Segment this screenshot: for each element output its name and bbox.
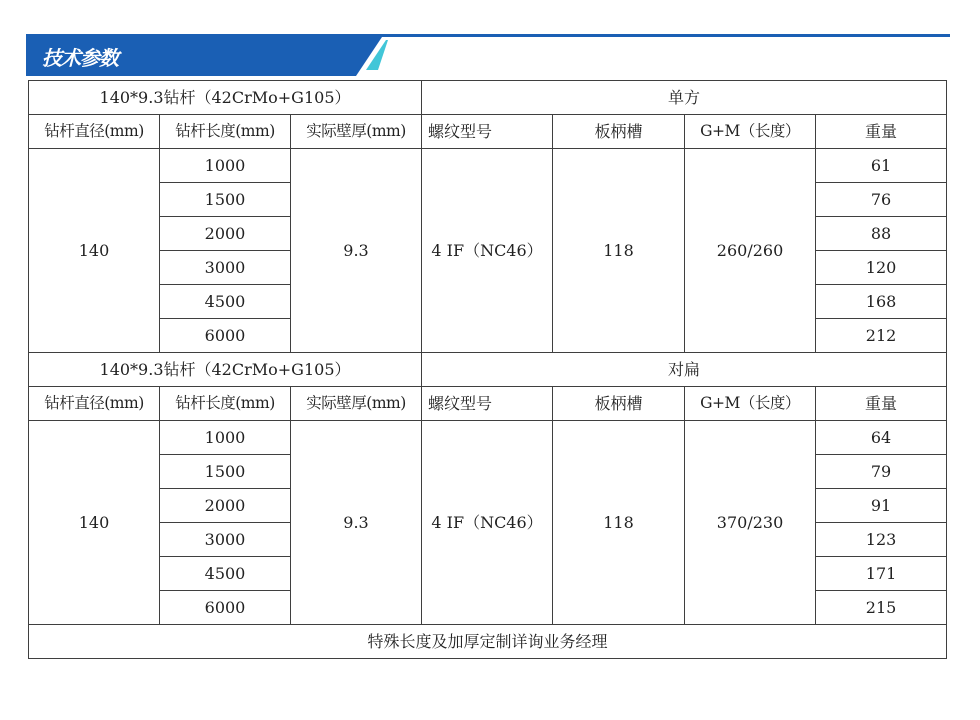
col-length-header: 钻杆长度(mm)	[160, 387, 291, 421]
col-weight-header: 重量	[816, 115, 947, 149]
col-slot-header: 板柄槽	[553, 115, 685, 149]
page-title: 技术参数	[42, 46, 118, 70]
product-name: 140*9.3钻杆（42CrMo+G105）	[29, 81, 422, 115]
col-diameter-header: 钻杆直径(mm)	[29, 115, 160, 149]
diameter-cell: 140	[29, 149, 160, 353]
section-header	[26, 34, 950, 78]
product-type: 单方	[422, 81, 947, 115]
col-wall-header: 实际壁厚(mm)	[291, 115, 422, 149]
spec-table	[28, 80, 947, 659]
footer-note: 特殊长度及加厚定制详询业务经理	[29, 625, 947, 659]
weight-cell: 212	[816, 319, 947, 353]
col-thread-header: 螺纹型号	[422, 387, 553, 421]
col-length-header: 钻杆长度(mm)	[160, 115, 291, 149]
slot-cell: 118	[553, 421, 685, 625]
col-gm-header: G+M（长度）	[685, 387, 816, 421]
slot-cell: 118	[553, 149, 685, 353]
length-cell: 4500	[160, 557, 291, 591]
length-cell: 2000	[160, 217, 291, 251]
weight-cell: 61	[816, 149, 947, 183]
weight-cell: 88	[816, 217, 947, 251]
weight-cell: 171	[816, 557, 947, 591]
weight-cell: 64	[816, 421, 947, 455]
section-title-row	[29, 353, 947, 387]
column-header-row	[29, 115, 947, 149]
thread-cell: 4 IF（NC46）	[422, 421, 553, 625]
weight-cell: 76	[816, 183, 947, 217]
weight-cell: 215	[816, 591, 947, 625]
header-banner-shape	[26, 34, 950, 78]
length-cell: 3000	[160, 251, 291, 285]
length-cell: 2000	[160, 489, 291, 523]
table-row	[29, 421, 947, 455]
weight-cell: 79	[816, 455, 947, 489]
length-cell: 1500	[160, 183, 291, 217]
gm-cell: 370/230	[685, 421, 816, 625]
col-thread-header: 螺纹型号	[422, 115, 553, 149]
col-slot-header: 板柄槽	[553, 387, 685, 421]
length-cell: 1500	[160, 455, 291, 489]
product-name: 140*9.3钻杆（42CrMo+G105）	[29, 353, 422, 387]
table-row	[29, 149, 947, 183]
length-cell: 1000	[160, 149, 291, 183]
wall-cell: 9.3	[291, 421, 422, 625]
weight-cell: 168	[816, 285, 947, 319]
column-header-row	[29, 387, 947, 421]
length-cell: 3000	[160, 523, 291, 557]
weight-cell: 123	[816, 523, 947, 557]
wall-cell: 9.3	[291, 149, 422, 353]
col-weight-header: 重量	[816, 387, 947, 421]
col-gm-header: G+M（长度）	[685, 115, 816, 149]
footer-row	[29, 625, 947, 659]
diameter-cell: 140	[29, 421, 160, 625]
product-type: 对扁	[422, 353, 947, 387]
length-cell: 6000	[160, 591, 291, 625]
weight-cell: 120	[816, 251, 947, 285]
thread-cell: 4 IF（NC46）	[422, 149, 553, 353]
col-wall-header: 实际壁厚(mm)	[291, 387, 422, 421]
weight-cell: 91	[816, 489, 947, 523]
length-cell: 6000	[160, 319, 291, 353]
length-cell: 4500	[160, 285, 291, 319]
gm-cell: 260/260	[685, 149, 816, 353]
length-cell: 1000	[160, 421, 291, 455]
col-diameter-header: 钻杆直径(mm)	[29, 387, 160, 421]
section-title-row	[29, 81, 947, 115]
